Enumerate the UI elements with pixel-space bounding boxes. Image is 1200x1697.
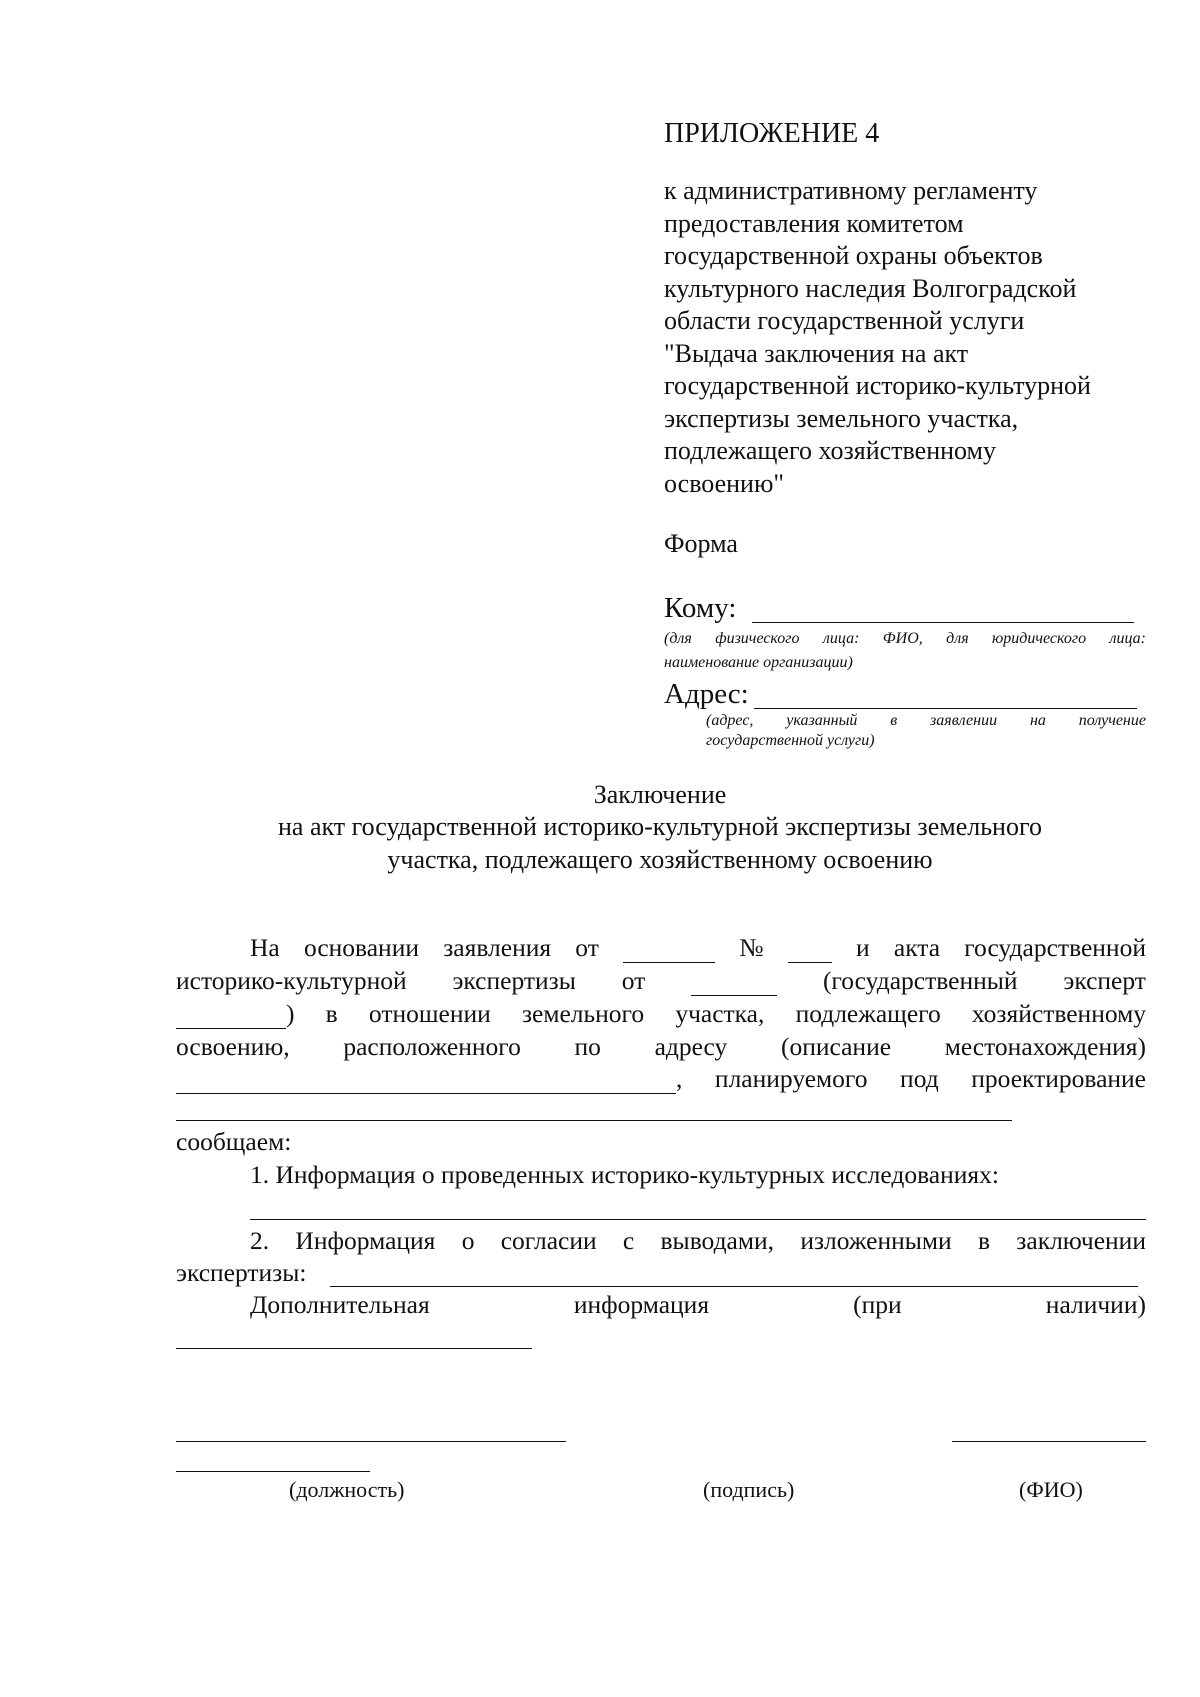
document-subtitle-line1: на акт государственной историко-культурной экспертизы земельного — [278, 812, 1042, 841]
design-purpose-field[interactable] — [176, 1120, 1012, 1121]
body-word: от — [575, 933, 599, 962]
body-word: местонахождения) — [944, 1032, 1146, 1061]
body-word: расположенного — [343, 1032, 521, 1061]
body-word: заявления — [443, 933, 552, 962]
expertise-date-field[interactable] — [691, 971, 777, 996]
body-word: выводами, — [660, 1226, 775, 1255]
address-hint-line2: государственной услуги) — [706, 732, 875, 749]
appendix-line: освоению" — [664, 468, 785, 498]
form-label: Форма — [664, 529, 738, 558]
item-1-text: 1. Информация о проведенных историко-культурных исследованиях: — [250, 1160, 999, 1189]
application-number-field[interactable] — [788, 938, 832, 963]
document-title: Заключение — [593, 780, 727, 809]
body-line-2 — [176, 966, 1146, 996]
extra-info-line — [250, 1290, 1146, 1320]
body-word: (при — [853, 1290, 902, 1319]
address-hint-word: указанный — [786, 712, 858, 729]
body-word: историко-культурной — [176, 966, 407, 995]
body-word: и — [856, 933, 870, 962]
body-line-5-text: , планируемого под проектирование — [676, 1064, 1146, 1093]
body-word: о — [461, 1226, 475, 1255]
sign-caption: (подпись) — [703, 1477, 795, 1502]
appendix-line: области государственной услуги — [664, 306, 1025, 335]
body-word: в — [977, 1226, 991, 1255]
body-word: освоению, — [176, 1032, 290, 1061]
appendix-line: подлежащего хозяйственному — [664, 436, 996, 465]
item-2-line — [250, 1226, 1146, 1256]
body-word: по — [574, 1032, 601, 1061]
body-word: (государственный — [822, 966, 1018, 995]
body-word: акта — [893, 933, 941, 962]
body-word: согласии — [500, 1226, 597, 1255]
body-line-5 — [176, 1064, 1146, 1094]
body-word: государственной — [964, 933, 1146, 962]
address-field-line[interactable] — [754, 708, 1137, 709]
name-line[interactable] — [952, 1441, 1146, 1442]
appendix-line: "Выдача заключения на акт — [664, 338, 969, 368]
body-word: адресу — [654, 1032, 728, 1061]
body-word: На — [250, 933, 280, 962]
address-hint-word: (адрес, — [706, 712, 754, 729]
body-word: информация — [573, 1290, 710, 1319]
appendix-line: предоставления комитетом — [664, 208, 964, 238]
to-hint-line2: наименование организации) — [664, 654, 853, 671]
body-word: Информация — [295, 1226, 436, 1255]
address-hint-word: на — [1029, 712, 1046, 729]
body-line-4 — [176, 1032, 1146, 1062]
appendix-line: государственной охраны объектов — [664, 241, 1043, 270]
location-field[interactable] — [176, 1069, 676, 1094]
appendix-title: ПРИЛОЖЕНИЕ 4 — [664, 118, 880, 149]
appendix-line: государственной историко-культурной — [664, 371, 1091, 400]
address-hint-line1 — [706, 712, 1146, 730]
body-word: с — [622, 1226, 635, 1255]
expert-name-field[interactable] — [176, 1004, 286, 1029]
number-sign: № — [739, 933, 764, 962]
body-line-3 — [176, 999, 1146, 1029]
address-label: Адрес: — [664, 678, 749, 710]
body-word: от — [621, 966, 646, 995]
item-2-cont: экспертизы: — [176, 1258, 307, 1287]
item-1-field[interactable] — [250, 1219, 1146, 1220]
to-label: Кому: — [664, 592, 737, 624]
appendix-line: культурного наследия Волгоградской — [664, 273, 1077, 303]
address-hint-word: в — [890, 712, 898, 729]
address-hint-word: заявлении — [930, 712, 998, 729]
appendix-line: экспертизы земельного участка, — [664, 403, 1019, 433]
extra-info-field[interactable] — [176, 1348, 532, 1349]
appendix-line: к административному регламенту — [664, 176, 1038, 205]
appendix-text — [664, 175, 1091, 500]
body-line-3-text: ) в отношении земельного участка, подлежащего хозяйственному — [286, 999, 1146, 1028]
body-word: Дополнительная — [250, 1290, 430, 1319]
body-word: основании — [303, 933, 419, 962]
body-line-1 — [250, 933, 1146, 963]
document-subtitle-line2: участка, подлежащего хозяйственному освоению — [387, 845, 933, 874]
to-hint-line1: (для физического лица: ФИО, для юридического лица: — [664, 630, 1146, 647]
to-field-line[interactable] — [752, 622, 1134, 623]
application-date-field[interactable] — [623, 938, 715, 963]
position-caption: (должность) — [289, 1477, 405, 1502]
position-line-2[interactable] — [176, 1471, 370, 1472]
address-hint-word: получение — [1078, 712, 1146, 729]
position-line[interactable] — [176, 1441, 566, 1442]
body-word: наличии) — [1045, 1290, 1146, 1319]
body-word: заключении — [1016, 1226, 1146, 1255]
body-word: 2. — [250, 1226, 270, 1255]
name-caption: (ФИО) — [1019, 1477, 1083, 1502]
body-word: (описание — [780, 1032, 892, 1061]
body-word: эксперт — [1063, 966, 1146, 995]
body-line-report: сообщаем: — [176, 1127, 292, 1156]
body-word: изложенными — [800, 1226, 952, 1255]
item-2-field[interactable] — [330, 1286, 1138, 1287]
body-word: экспертизы — [452, 966, 576, 995]
